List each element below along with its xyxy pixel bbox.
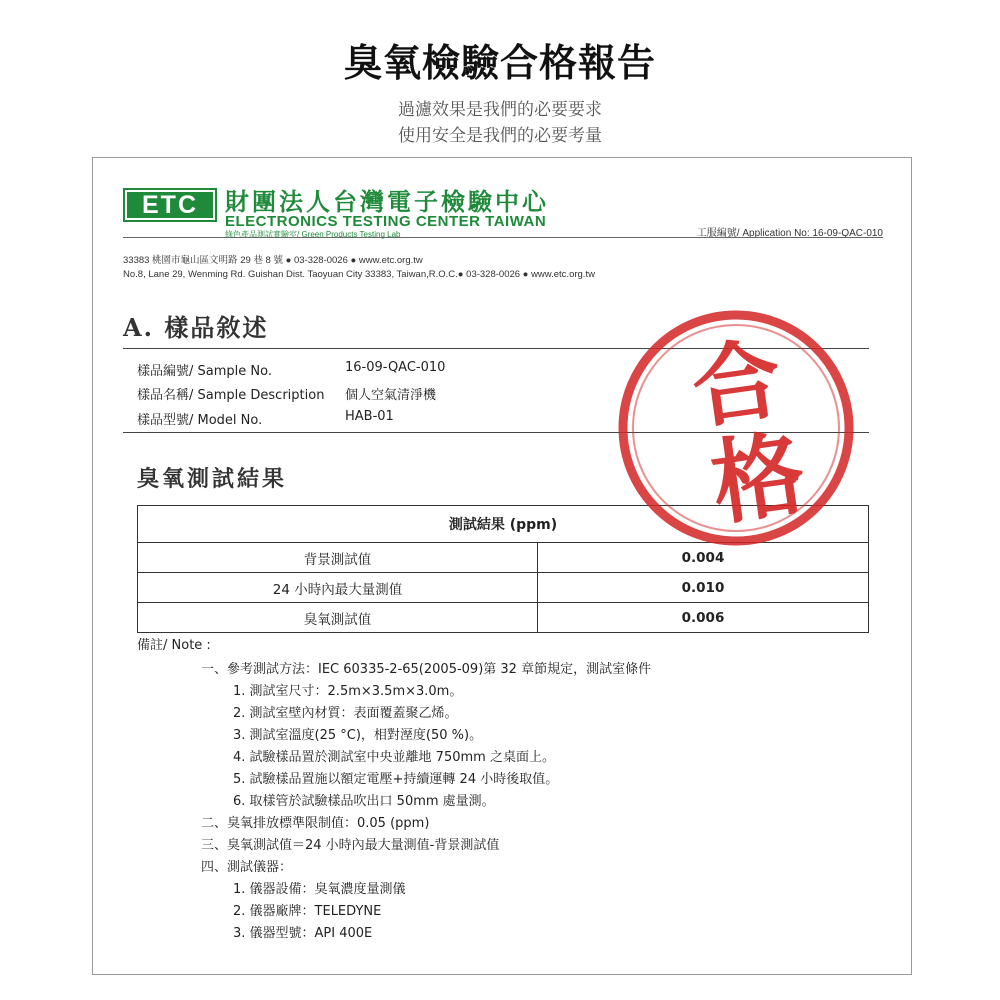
header-divider: [123, 237, 883, 238]
subtitle-line-1: 過濾效果是我們的必要要求: [398, 100, 602, 120]
subtitle-line-2: 使用安全是我們的必要考量: [398, 126, 602, 146]
etc-logo: ETC: [123, 188, 217, 222]
report-document: [92, 157, 912, 975]
model-number-label: 樣品型號/ Model No.: [137, 413, 263, 428]
stamp-char-pass-1: 合: [686, 326, 788, 442]
result-label: 24 小時內最大量測值: [138, 573, 538, 603]
sample-number-label: 樣品編號/ Sample No.: [137, 364, 272, 379]
note-line: 三、臭氧測試值＝24 小時內最大量測值-背景測試值: [201, 838, 500, 853]
table-row: [138, 573, 869, 603]
pass-stamp: [611, 303, 861, 553]
org-tagline: 綠色產品測試實驗室/ Green Products Testing Lab: [225, 230, 401, 239]
application-number: 工服編號/ Application No: 16-09-QAC-010: [696, 228, 883, 239]
result-value: 0.010: [538, 573, 869, 603]
result-value: 0.004: [538, 543, 869, 573]
result-label: 臭氧測試值: [138, 603, 538, 633]
page-title: 臭氧檢驗合格報告: [343, 41, 656, 85]
org-name-en: ELECTRONICS TESTING CENTER TAIWAN: [225, 213, 547, 230]
address-line-cn: 33383 桃園市龜山區文明路 29 巷 8 號 ● 03-328-0026 ● www.etc.org.tw: [123, 255, 423, 266]
note-line: 一、參考測試方法：IEC 60335-2-65(2005-09)第 32 章節規定，測試室條件: [201, 662, 652, 677]
note-line: 3. 儀器型號：API 400E: [233, 926, 373, 941]
note-line: 6. 取樣管於試驗樣品吹出口 50mm 處量測。: [233, 794, 495, 809]
results-header: 測試結果 (ppm): [138, 506, 869, 543]
note-line: 2. 測試室壁內材質：表面覆蓋聚乙烯。: [233, 706, 458, 721]
note-line: 3. 測試室溫度(25 °C)，相對溼度(50 %)。: [233, 728, 483, 743]
section-a-title: A. 樣品敘述: [123, 313, 269, 342]
org-name-cn: 財團法人台灣電子檢驗中心: [225, 187, 549, 216]
note-label: 備註/ Note :: [137, 638, 211, 653]
address-line-en: No.8, Lane 29, Wenming Rd. Guishan Dist. Taoyuan City 33383, Taiwan,R.O.C.● 03-328-0026 ● www.etc.org.tw: [123, 269, 595, 280]
sample-number-value: 16-09-QAC-010: [345, 360, 446, 375]
result-value: 0.006: [538, 603, 869, 633]
model-number-value: HAB-01: [345, 409, 394, 424]
note-line: 二、臭氧排放標準限制值：0.05 (ppm): [201, 816, 430, 831]
result-label: 背景測試值: [138, 543, 538, 573]
stamp-char-pass-2: 格: [705, 419, 812, 539]
note-line: 四、測試儀器：: [201, 860, 293, 875]
note-line: 1. 儀器設備：臭氧濃度量測儀: [233, 882, 406, 897]
ozone-section-title: 臭氧測試結果: [137, 466, 288, 492]
note-line: 4. 試驗樣品置於測試室中央並離地 750mm 之桌面上。: [233, 750, 555, 765]
note-line: 5. 試驗樣品置施以額定電壓+持續運轉 24 小時後取值。: [233, 772, 559, 787]
note-line: 2. 儀器廠牌：TELEDYNE: [233, 904, 382, 919]
note-line: 1. 測試室尺寸：2.5m×3.5m×3.0m。: [233, 684, 463, 699]
sample-description-value: 個人空氣清淨機: [345, 388, 437, 403]
table-row: [138, 603, 869, 633]
sample-description-label: 樣品名稱/ Sample Description: [137, 388, 325, 403]
